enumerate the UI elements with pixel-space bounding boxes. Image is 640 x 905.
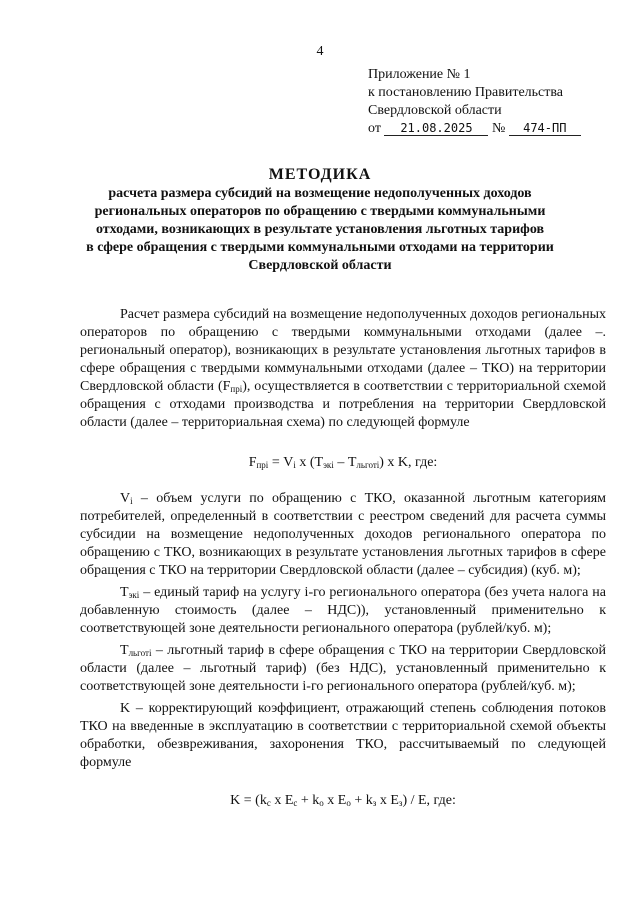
formula-coefficient: $K = (k_c$ x $E_c + k_o$ x $E_o + k_з$ x $E_з$) / E, где: [230,793,456,808]
appendix-block [368,66,581,138]
appendix-signature-line [368,120,581,138]
heading-title: МЕТОДИКА [268,166,372,183]
appendix-line-2: к постановлению Правительства [368,85,564,100]
intro-paragraph: Расчет размера субсидий на возмещение недополученных доходов региональных операторов по обращению с твердыми коммунальными отходами (далее –. региональный оператор), возникающих в результате установления льготных тарифов в сфере обращения с твердыми коммунальными отходами (далее – ТКО) на территории Свердловской области $(F_{прі})$, осуществляется в соответствии с территориальной схемой обращения с отходами производства и потребления на территории Свердловской области (далее – территориальная схема) по следующей формуле [80,307,606,430]
heading-subtitle-line: региональных операторов по обращению с твердыми коммунальными [94,204,546,219]
appendix-line-3: Свердловской области [368,103,502,118]
number-label: № [491,121,506,136]
document-body [80,306,606,810]
document-number: 474-ПП [509,122,581,136]
heading-subtitle-line: отходами, возникающих в результате установления льготных тарифов [95,222,545,237]
formula-subsidy: $F_{прі} = V_i$ x $(T_{экі} - T_{льготі})$ x K, где: [248,455,438,470]
definition-t-ek: $T_{экі}$ – единый тариф на услугу i-го регионального оператора (без учета налога на добавленную стоимость (далее – НДС)), установленный применительно к соответствующей зоне деятельности регионального оператора (рублей/куб. м); [80,585,606,636]
heading-subtitle-line: Свердловской области [248,258,392,273]
definition-t-lgot: $T_{льготі}$ – льготный тариф в сфере обращения с ТКО на территории Свердловской области (далее – льготный тариф) (без НДС), установленный применительно к соответствующей зоне деятельности i-го регионального оператора (рублей/куб. м); [80,643,606,694]
definition-v: $V_i$ – объем услуги по обращению с ТКО, оказанной льготным категориям потребителей, определенный в соответствии с реестром сведений для расчета суммы субсидии на возмещение недополученных доходов регионального оператора по обращению с ТКО, возникающих в результате установления льготных тарифов в сфере обращения с ТКО на территории Свердловской области (далее – субсидия) (куб. м); [80,491,606,578]
document-heading [80,166,560,275]
definition-k: K – корректирующий коэффициент, отражающий степень соблюдения потоков ТКО на введенные в эксплуатацию в соответствии с территориальной схемой объекты обработки, обезвреживания, захоронения ТКО, рассчитываемый по следующей формуле [80,701,606,770]
appendix-line-1: Приложение № 1 [368,67,471,82]
document-date: 21.08.2025 [384,122,488,136]
heading-subtitle-line: расчета размера субсидий на возмещение недополученных доходов [108,186,532,201]
heading-subtitle-line: в сфере обращения с твердыми коммунальными отходами на территории [86,240,554,255]
page-number: 4 [316,44,324,59]
from-label: от [368,121,381,136]
